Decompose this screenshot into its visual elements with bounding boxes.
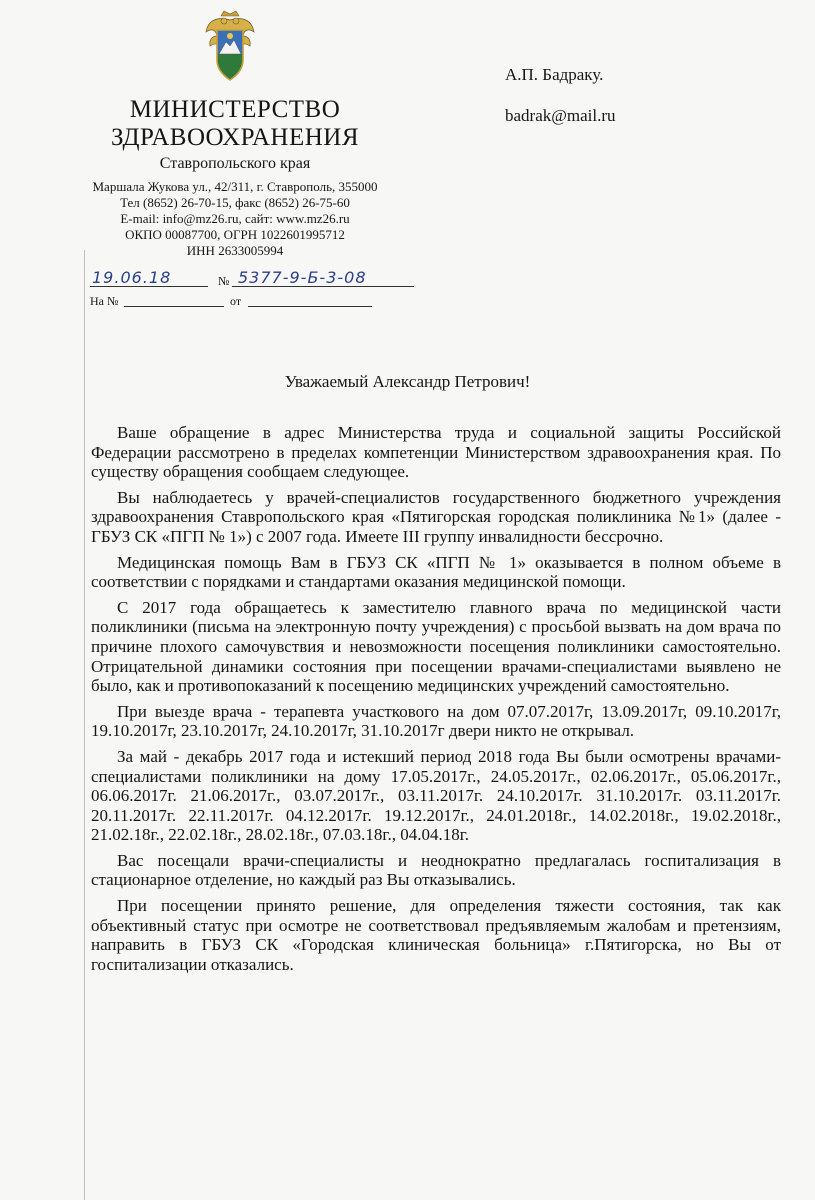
incoming-reference	[90, 294, 420, 314]
body-paragraph: При выезде врача - терапевта участкового на дом 07.07.2017г, 13.09.2017г, 09.10.2017г, 19.10.2017г, 23.10.2017г, 24.10.2017г, 31.10.2017г двери никто не открывал.	[91, 701, 781, 741]
org-email-site: E-mail: info@mz26.ru, сайт: www.mz26.ru	[120, 211, 350, 226]
org-codes: ОКПО 00087700, ОГРН 1022601995712	[125, 227, 345, 242]
ministry-title: МИНИСТЕРСТВО	[129, 96, 341, 123]
outgoing-number: 5377-9-Б-3-08	[238, 268, 367, 287]
body-paragraph: С 2017 года обращаетесь к заместителю главного врача по медицинской части поликлиники (письма на электронную почту учреждения) с просьбой вызвать на дом врача по причине плохого самочувствия и невозможности посещения поликлиники самостоятельно. Отрицательной динамики состояния при посещении врачами-специалистами выявлено не было, как и противопоказаний к посещению медицинских учреждений самостоятельно.	[91, 597, 781, 696]
number-label: №	[218, 274, 230, 288]
body-paragraph: При посещении принято решение, для определения тяжести состояния, так как объективный статус при осмотре не соответствовал предъявляемым жалобам и претензиям, направить в ГБУЗ СК «Городская клиническая больница» г.Пятигорска, но Вы от госпитализации отказались.	[91, 896, 781, 974]
salutation: Уважаемый Александр Петрович!	[284, 372, 531, 391]
fold-line	[84, 250, 85, 1200]
body-paragraph: Вас посещали врачи-специалисты и неоднократно предлагалась госпитализация в стационарное отделение, но каждый раз Вы отказывались.	[91, 850, 781, 890]
org-address: Маршала Жукова ул., 42/311, г. Ставрополь, 355000	[92, 179, 378, 194]
coat-of-arms-icon	[204, 10, 256, 82]
incoming-number-label: На №	[90, 294, 119, 308]
org-phone: Тел (8652) 26-70-15, факс (8652) 26-75-60	[120, 195, 350, 210]
incoming-number-line	[124, 306, 224, 307]
outgoing-reference	[90, 268, 420, 290]
recipient-email: badrak@mail.ru	[505, 106, 616, 125]
body-paragraph: Ваше обращение в адрес Министерства труда и социальной защиты Российской Федерации рассмотрено в пределах компетенции Министерством здравоохранения края. По существу обращения сообщаем следующее.	[91, 423, 781, 482]
incoming-date-line	[248, 306, 372, 307]
body-paragraph: Вы наблюдаетесь у врачей-специалистов государственного бюджетного учреждения здравоохранения Ставропольского края «Пятигорская городская поликлиника №1» (далее - ГБУЗ СК «ПГП № 1») с 2007 года. Имеете III группу инвалидности бессрочно.	[91, 487, 781, 546]
incoming-from-label: от	[230, 294, 242, 308]
date-underline	[90, 286, 208, 287]
letter-body	[91, 423, 781, 980]
region-subtitle: Ставропольского края	[159, 155, 311, 172]
recipient-name: А.П. Бадраку.	[505, 65, 604, 84]
department-title: ЗДРАВООХРАНЕНИЯ	[110, 124, 360, 151]
body-paragraph: Медицинская помощь Вам в ГБУЗ СК «ПГП № 1» оказывается в полном объеме в соответствии с порядками и стандартами оказания медицинской помощи.	[91, 552, 781, 592]
org-inn: ИНН 2633005994	[186, 243, 284, 258]
outgoing-date: 19.06.18	[92, 268, 172, 287]
body-paragraph: За май - декабрь 2017 года и истекший период 2018 года Вы были осмотрены врачами-специалистами поликлиники на дому 17.05.2017г., 24.05.2017г., 02.06.2017г., 05.06.2017г., 06.06.2017г. 21.06.2017г., 03.07.2017г., 03.11.2017г. 24.10.2017г. 31.10.2017г. 03.11.2017г. 20.11.2017г. 22.11.2017г. 04.12.2017г. 19.12.2017г., 24.01.2018г., 14.02.2018г., 19.02.2018г., 21.02.18г., 22.02.18г., 28.02.18г., 07.03.18г., 04.04.18г.	[91, 746, 781, 845]
number-underline	[232, 286, 414, 287]
